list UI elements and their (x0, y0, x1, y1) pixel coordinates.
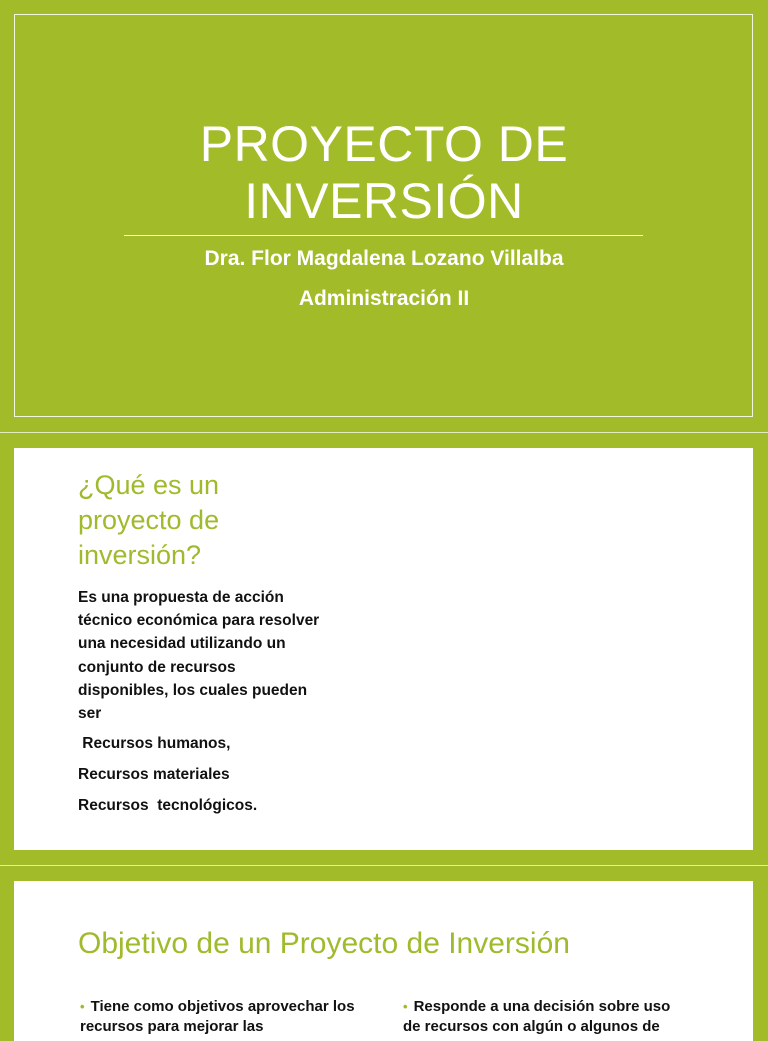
title-divider (124, 235, 643, 236)
definition-text: Es una propuesta de acción técnico económica para resolver una necesidad utilizando un conjunto de recursos disponibles, los cuales pueden ser (78, 589, 320, 723)
slide-heading-line-1: ¿Qué es un (78, 470, 220, 500)
bullet-item (80, 997, 360, 1037)
resource-item: Recursos tecnológicos. (78, 797, 258, 814)
slide-title (0, 116, 768, 230)
bullet-item (403, 997, 683, 1037)
bullet-icon: • (403, 999, 408, 1014)
resource-item: Recursos materiales (78, 766, 230, 783)
slide-separator (0, 865, 768, 866)
bullet-icon: • (80, 999, 85, 1014)
slide-separator (0, 432, 768, 433)
slide-title-line-2: INVERSIÓN (244, 173, 524, 229)
definition-slide (14, 448, 753, 850)
objective-slide (14, 881, 753, 1041)
slide-title-line-1: PROYECTO DE (199, 116, 569, 172)
author-name: Dra. Flor Magdalena Lozano Villalba (204, 247, 564, 270)
resource-item: Recursos humanos, (78, 735, 231, 752)
title-slide (0, 0, 768, 432)
slide-heading: Objetivo de un Proyecto de Inversión (78, 927, 570, 960)
slide-heading (78, 468, 298, 573)
slide-heading-line-2: proyecto de (78, 505, 220, 535)
bullet-text: Tiene como objetivos aprovechar los recursos para mejorar las (80, 998, 355, 1035)
bullet-text: Responde a una decisión sobre uso de recursos con algún o algunos de (403, 998, 671, 1035)
slide-heading-line-3: inversión? (78, 540, 202, 570)
course-name: Administración II (298, 287, 470, 310)
